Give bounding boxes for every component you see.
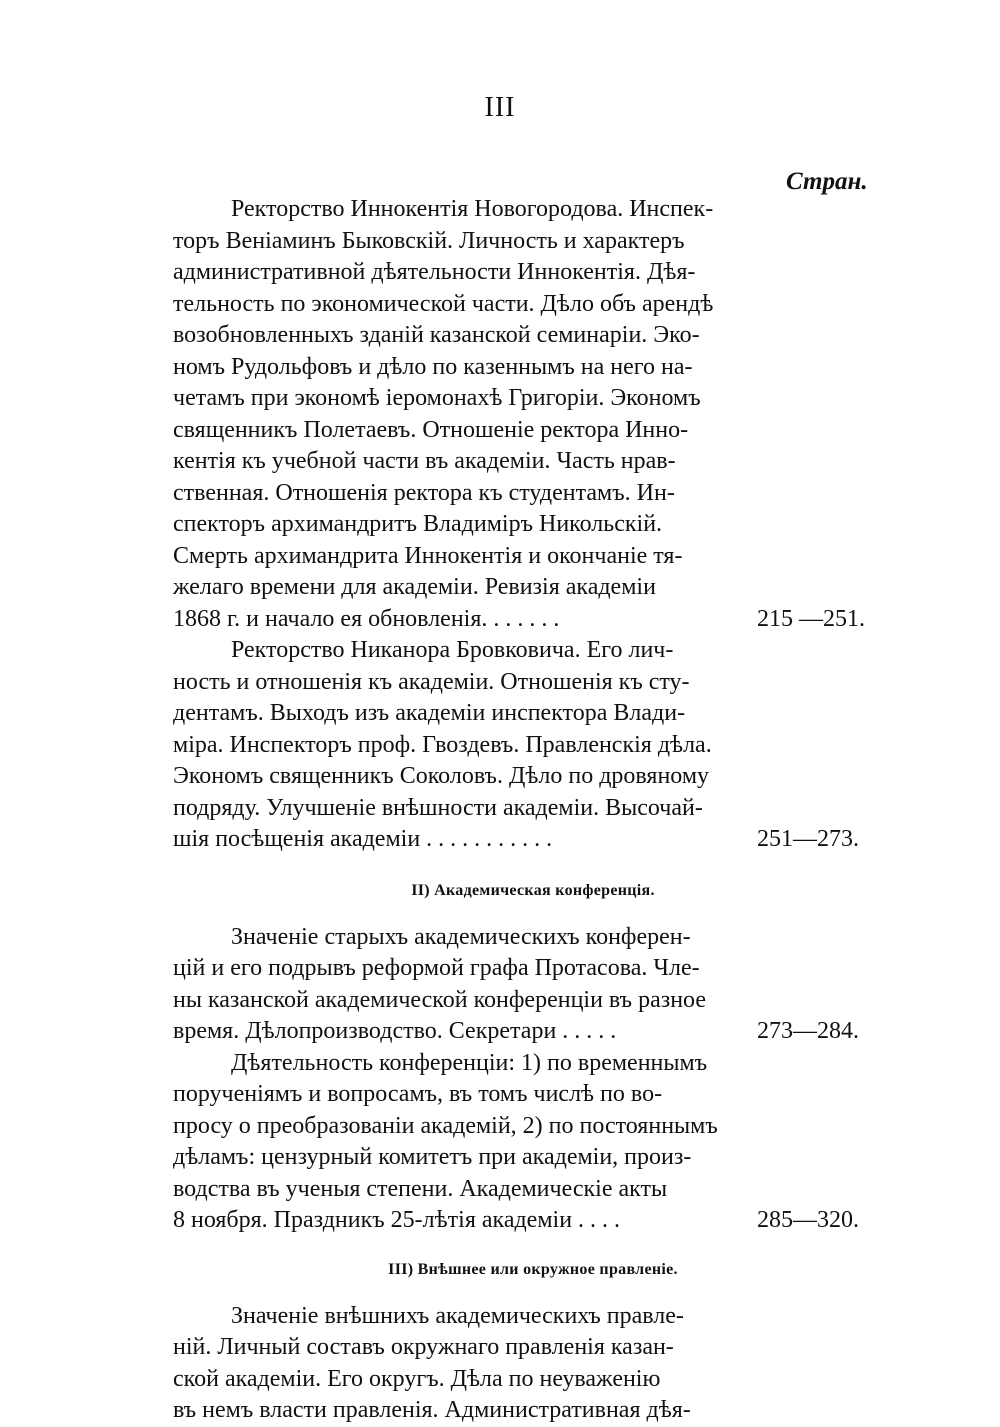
entry-line: ственная. Отношенія ректора къ студентамъ. Ин-: [173, 479, 675, 506]
entry-line: Значеніе внѣшнихъ академическихъ правле-: [231, 1302, 684, 1329]
entry-line: 1868 г. и начало ея обновленія. . . . . . . 215 —251.: [173, 604, 893, 636]
entry-line: время. Дѣлопроизводство. Секретари . . . . . 273—284.: [173, 1016, 893, 1048]
toc-entry-conference-meaning: [173, 922, 893, 1048]
entry-line: дентамъ. Выходъ изъ академіи инспектора Влади-: [173, 700, 686, 726]
entry-line: цій и его подрывъ реформой графа Протасова. Чле-: [173, 955, 700, 981]
entry-line: кентія къ учебной части въ академіи. Часть нрав-: [173, 448, 676, 474]
entry-line: Значеніе старыхъ академическихъ конферен-: [231, 923, 691, 950]
entry-line: тельность по экономической части. Дѣло объ арендѣ: [173, 290, 714, 317]
pages-column-header: Стран.: [786, 168, 868, 195]
entry-line: ній. Личный составъ окружнаго правленія казан-: [173, 1334, 674, 1360]
table-of-contents: [173, 194, 893, 1427]
toc-entry-innokentiy: [173, 194, 893, 635]
entry-line: торъ Веніаминъ Быковскій. Личность и характеръ: [173, 227, 685, 254]
entry-line: административной дѣятельности Иннокентія. Дѣя-: [173, 259, 696, 285]
entry-line: номъ Рудольфовъ и дѣло по казеннымъ на него на-: [173, 353, 693, 380]
entry-line: водства въ ученыя степени. Академическіе акты: [173, 1175, 668, 1202]
entry-line: міра. Инспекторъ проф. Гвоздевъ. Правленскія дѣла.: [173, 731, 712, 758]
entry-line: Ректорство Иннокентія Новогородова. Инспек-: [231, 196, 714, 222]
entry-line: Смерть архимандрита Иннокентія и окончаніе тя-: [173, 542, 683, 569]
entry-line: четамъ при экономѣ іеромонахѣ Григоріи. Экономъ: [173, 385, 701, 411]
entry-line: Ректорство Никанора Бровковича. Его лич-: [231, 637, 674, 663]
page-range: 273—284.: [757, 1018, 859, 1044]
entry-line: священникъ Полетаевъ. Отношеніе ректора Инно-: [173, 416, 689, 443]
page-range: 215 —251.: [757, 605, 865, 632]
entry-line: возобновленныхъ зданій казанской семинаріи. Эко-: [173, 322, 700, 348]
entry-line: желаго времени для академіи. Ревизія академіи: [173, 574, 656, 600]
entry-line: дѣламъ: цензурный комитетъ при академіи, произ-: [173, 1144, 692, 1170]
entry-line: 8 ноября. Праздникъ 25-лѣтія академіи . . . . 285—320.: [173, 1205, 893, 1237]
entry-line: въ немъ власти правленія. Административная дѣя-: [173, 1397, 691, 1423]
entry-line: Дѣятельность конференціи: 1) по временнымъ: [231, 1049, 708, 1076]
page-range: 285—320.: [757, 1207, 859, 1233]
section-heading-external-board: III) Внѣшнее или окружное правленіе.: [388, 1260, 678, 1278]
page-range: 251—273.: [757, 826, 859, 852]
toc-entry-nikanor: [173, 635, 893, 856]
entry-line: спекторъ архимандритъ Владиміръ Никольскій.: [173, 511, 663, 537]
page-number: III: [484, 92, 516, 123]
entry-line: ность и отношенія къ академіи. Отношенія къ сту-: [173, 668, 690, 695]
entry-line: ны казанской академической конференціи въ разное: [173, 986, 706, 1013]
entry-line: просу о преобразованіи академій, 2) по постояннымъ: [173, 1112, 718, 1139]
entry-line: подряду. Улучшеніе внѣшности академіи. Высочай-: [173, 794, 703, 821]
entry-line: порученіямъ и вопросамъ, въ томъ числѣ по во-: [173, 1081, 663, 1107]
entry-line: ской академіи. Его округъ. Дѣла по неуваженію: [173, 1365, 661, 1392]
entry-line: шія посѣщенія академіи . . . . . . . . . . . 251—273.: [173, 824, 893, 856]
toc-entry-external-board: [173, 1301, 893, 1427]
entry-line: Экономъ священникъ Соколовъ. Дѣло по дровяному: [173, 763, 710, 789]
toc-entry-conference-activity: [173, 1048, 893, 1237]
section-heading-conference: II) Академическая конференція.: [411, 881, 655, 899]
